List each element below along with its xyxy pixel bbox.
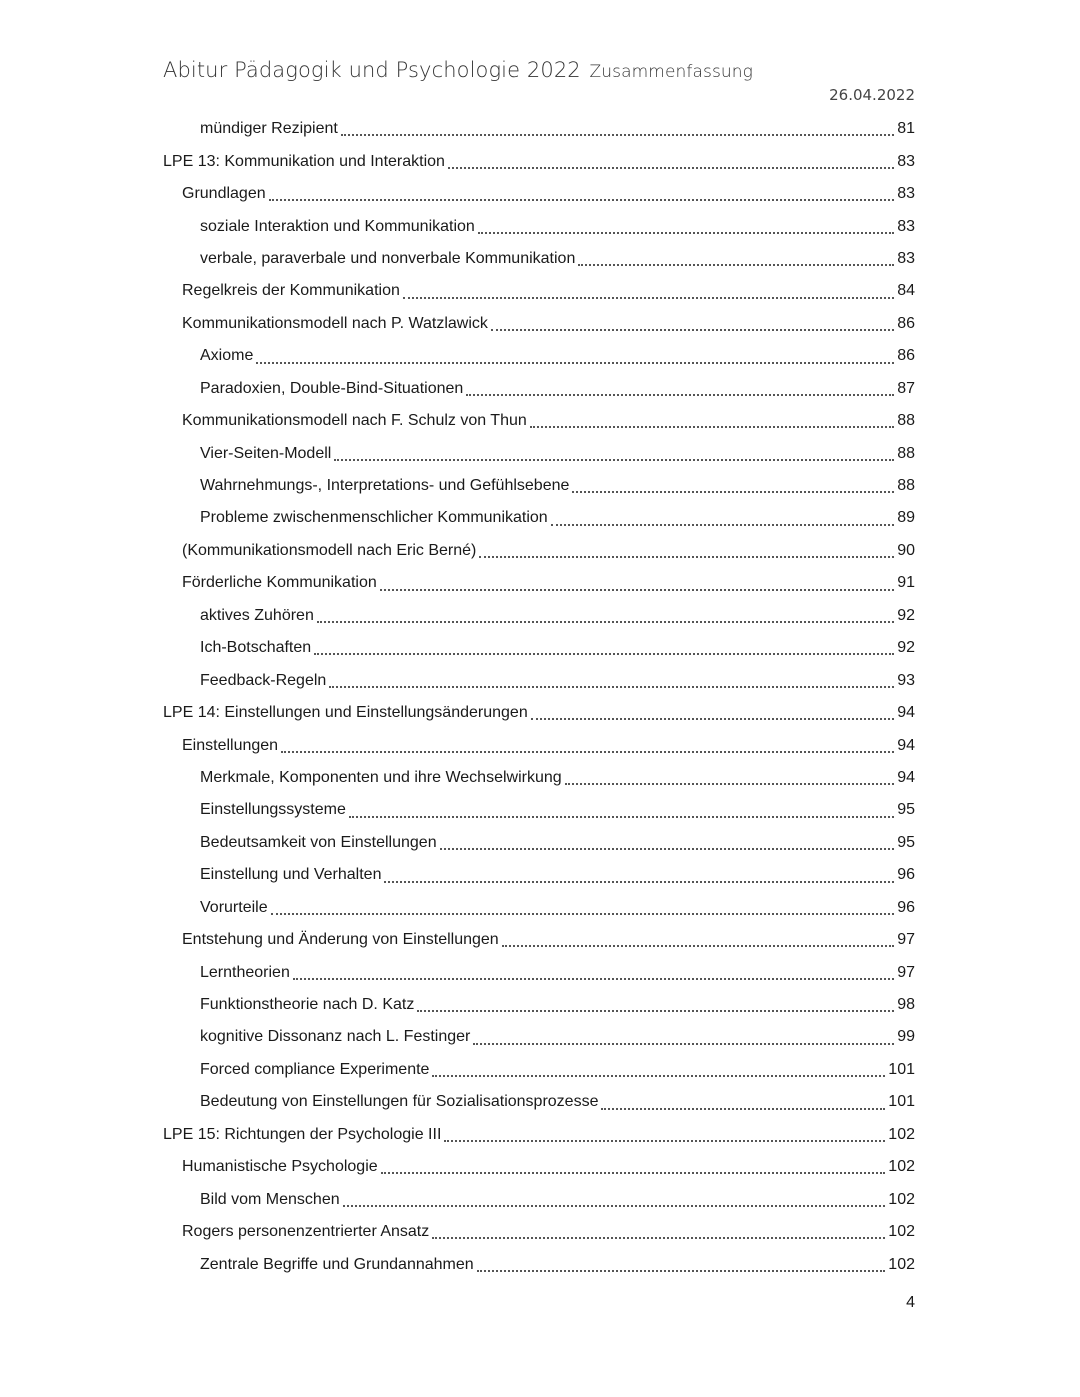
toc-entry-title: LPE 13: Kommunikation und Interaktion (163, 152, 445, 170)
toc-dot-leader (479, 555, 894, 558)
toc-entry-title: Vier-Seiten-Modell (200, 444, 332, 462)
toc-entry[interactable] (163, 827, 915, 859)
toc-entry-title: Wahrnehmungs-, Interpretations- und Gefühlsebene (200, 477, 570, 495)
toc-entry-title: Probleme zwischenmenschlicher Kommunikation (200, 509, 548, 527)
toc-entry-page: 94 (897, 704, 915, 722)
toc-dot-leader (565, 782, 895, 785)
toc-dot-leader (341, 133, 894, 136)
toc-dot-leader (531, 717, 894, 720)
toc-entry-title: Lerntheorien (200, 963, 290, 981)
toc-entry-page: 84 (897, 282, 915, 300)
toc-entry-page: 94 (897, 736, 915, 754)
toc-entry[interactable] (163, 989, 915, 1021)
toc-entry-page: 95 (897, 801, 915, 819)
toc-entry[interactable] (163, 275, 915, 307)
toc-entry[interactable] (163, 470, 915, 502)
toc-entry-page: 88 (897, 477, 915, 495)
toc-dot-leader (329, 685, 894, 688)
toc-dot-leader (343, 1204, 886, 1207)
toc-entry[interactable] (163, 243, 915, 275)
toc-entry-page: 96 (897, 898, 915, 916)
toc-entry[interactable] (163, 1021, 915, 1053)
toc-entry[interactable] (163, 1086, 915, 1118)
toc-entry-page: 83 (897, 217, 915, 235)
toc-entry[interactable] (163, 210, 915, 242)
page-number: 4 (906, 1294, 915, 1311)
toc-entry-title: Einstellungen (182, 736, 279, 754)
toc-dot-leader (473, 1042, 894, 1045)
toc-entry-title: Kommunikationsmodell nach F. Schulz von Thun (182, 412, 527, 430)
toc-entry-page: 97 (897, 963, 915, 981)
toc-entry-page: 101 (888, 1060, 915, 1078)
toc-entry[interactable] (163, 113, 915, 145)
toc-dot-leader (466, 393, 894, 396)
toc-entry-title: LPE 15: Richtungen der Psychologie III (163, 1125, 442, 1143)
toc-dot-leader (601, 1107, 885, 1110)
toc-entry-title: (Kommunikationsmodell nach Eric Berné) (182, 541, 477, 559)
toc-entry[interactable] (163, 956, 915, 988)
toc-entry-title: mündiger Rezipient (200, 120, 338, 138)
toc-dot-leader (349, 815, 894, 818)
toc-entry-page: 98 (897, 996, 915, 1014)
toc-entry-page: 83 (897, 249, 915, 267)
toc-entry-page: 102 (888, 1158, 915, 1176)
toc-entry-title: Bild vom Menschen (200, 1190, 340, 1208)
toc-entry[interactable] (163, 340, 915, 372)
toc-dot-leader (381, 1171, 886, 1174)
header-date: 26.04.2022 (829, 86, 915, 104)
toc-entry[interactable] (163, 373, 915, 405)
toc-entry-title: Merkmale, Komponenten und ihre Wechselwirkung (200, 768, 562, 786)
toc-entry-page: 102 (888, 1223, 915, 1241)
toc-entry-title: Rogers personenzentrierter Ansatz (182, 1223, 430, 1241)
toc-dot-leader (317, 620, 894, 623)
toc-entry-title: Funktionstheorie nach D. Katz (200, 996, 415, 1014)
toc-dot-leader (572, 490, 894, 493)
toc-dot-leader (293, 977, 894, 980)
toc-entry-page: 102 (888, 1255, 915, 1273)
toc-entry[interactable] (163, 1183, 915, 1215)
toc-dot-leader (432, 1236, 885, 1239)
toc-entry-title: Einstellungssysteme (200, 801, 346, 819)
toc-entry-page: 102 (888, 1190, 915, 1208)
toc-entry[interactable] (163, 1216, 915, 1248)
toc-dot-leader (578, 263, 894, 266)
header-title-text: Abitur Pädagogik und Psychologie 2022 (163, 58, 581, 82)
toc-dot-leader (271, 912, 895, 915)
toc-entry-page: 89 (897, 509, 915, 527)
toc-dot-leader (444, 1139, 885, 1142)
toc-dot-leader (380, 588, 894, 591)
toc-entry[interactable] (163, 762, 915, 794)
toc-entry-page: 88 (897, 444, 915, 462)
toc-dot-leader (530, 425, 894, 428)
toc-entry[interactable] (163, 859, 915, 891)
toc-entry-title: aktives Zuhören (200, 606, 314, 624)
toc-entry-title: kognitive Dissonanz nach L. Festinger (200, 1028, 471, 1046)
toc-entry-title: Forced compliance Experimente (200, 1060, 430, 1078)
toc-entry[interactable] (163, 535, 915, 567)
toc-entry-title: Förderliche Kommunikation (182, 574, 377, 592)
toc-entry-page: 90 (897, 541, 915, 559)
toc-entry-title: Bedeutsamkeit von Einstellungen (200, 833, 437, 851)
toc-entry-page: 101 (888, 1093, 915, 1111)
toc-dot-leader (384, 880, 894, 883)
toc-entry-title: soziale Interaktion und Kommunikation (200, 217, 475, 235)
toc-entry[interactable] (163, 1054, 915, 1086)
toc-entry-page: 102 (888, 1125, 915, 1143)
toc-entry-title: LPE 14: Einstellungen und Einstellungsänderungen (163, 704, 528, 722)
toc-entry[interactable] (163, 600, 915, 632)
toc-entry[interactable] (163, 405, 915, 437)
toc-entry-title: Humanistische Psychologie (182, 1158, 378, 1176)
toc-entry[interactable] (163, 437, 915, 469)
toc-dot-leader (502, 944, 895, 947)
toc-entry-page: 91 (897, 574, 915, 592)
toc-entry[interactable] (163, 567, 915, 599)
toc-entry[interactable] (163, 924, 915, 956)
toc-entry-page: 83 (897, 152, 915, 170)
toc-dot-leader (432, 1074, 885, 1077)
toc-entry-page: 94 (897, 768, 915, 786)
toc-entry-page: 96 (897, 866, 915, 884)
toc-entry-page: 92 (897, 639, 915, 657)
toc-entry[interactable] (163, 145, 915, 177)
toc-dot-leader (477, 1269, 886, 1272)
toc-dot-leader (440, 847, 895, 850)
toc-dot-leader (256, 361, 894, 364)
toc-entry-title: Zentrale Begriffe und Grundannahmen (200, 1255, 474, 1273)
toc-entry[interactable] (163, 892, 915, 924)
toc-entry-title: Ich-Botschaften (200, 639, 312, 657)
toc-dot-leader (403, 296, 894, 299)
toc-entry[interactable] (163, 697, 915, 729)
toc-entry-page: 86 (897, 347, 915, 365)
toc-entry-title: verbale, paraverbale und nonverbale Kommunikation (200, 249, 576, 267)
toc-entry[interactable] (163, 729, 915, 761)
toc-entry-title: Regelkreis der Kommunikation (182, 282, 400, 300)
toc-entry-title: Axiome (200, 347, 254, 365)
toc-entry-page: 92 (897, 606, 915, 624)
toc-entry[interactable] (163, 1119, 915, 1151)
toc-entry[interactable] (163, 664, 915, 696)
toc-entry-page: 95 (897, 833, 915, 851)
toc-dot-leader (281, 750, 894, 753)
toc-entry[interactable] (163, 502, 915, 534)
toc-entry-page: 81 (897, 120, 915, 138)
toc-entry-title: Grundlagen (182, 185, 266, 203)
toc-dot-leader (491, 328, 894, 331)
toc-entry-page: 83 (897, 185, 915, 203)
toc-entry[interactable] (163, 1151, 915, 1183)
toc-entry-page: 93 (897, 671, 915, 689)
toc-entry-page: 87 (897, 379, 915, 397)
toc-dot-leader (334, 458, 894, 461)
header-subtitle: Zusammenfassung (589, 62, 753, 82)
toc-dot-leader (551, 523, 895, 526)
toc-entry-title: Feedback-Regeln (200, 671, 327, 689)
toc-entry-title: Kommunikationsmodell nach P. Watzlawick (182, 314, 488, 332)
toc-dot-leader (269, 198, 895, 201)
toc-entry-title: Paradoxien, Double-Bind-Situationen (200, 379, 464, 397)
toc-entry-page: 97 (897, 931, 915, 949)
toc-entry[interactable] (163, 1248, 915, 1280)
toc-entry-title: Einstellung und Verhalten (200, 866, 382, 884)
toc-entry-title: Entstehung und Änderung von Einstellungen (182, 931, 499, 949)
toc-dot-leader (417, 1009, 894, 1012)
toc-dot-leader (448, 166, 894, 169)
toc-dot-leader (314, 652, 894, 655)
toc-entry-page: 88 (897, 412, 915, 430)
toc-dot-leader (478, 231, 894, 234)
toc-entry[interactable] (163, 308, 915, 340)
toc-entry-page: 86 (897, 314, 915, 332)
toc-entry[interactable] (163, 178, 915, 210)
toc-entry-page: 99 (897, 1028, 915, 1046)
table-of-contents (163, 113, 915, 1281)
document-header-title (163, 58, 753, 82)
toc-entry[interactable] (163, 632, 915, 664)
toc-entry[interactable] (163, 794, 915, 826)
toc-entry-title: Bedeutung von Einstellungen für Sozialisationsprozesse (200, 1093, 599, 1111)
toc-entry-title: Vorurteile (200, 898, 268, 916)
